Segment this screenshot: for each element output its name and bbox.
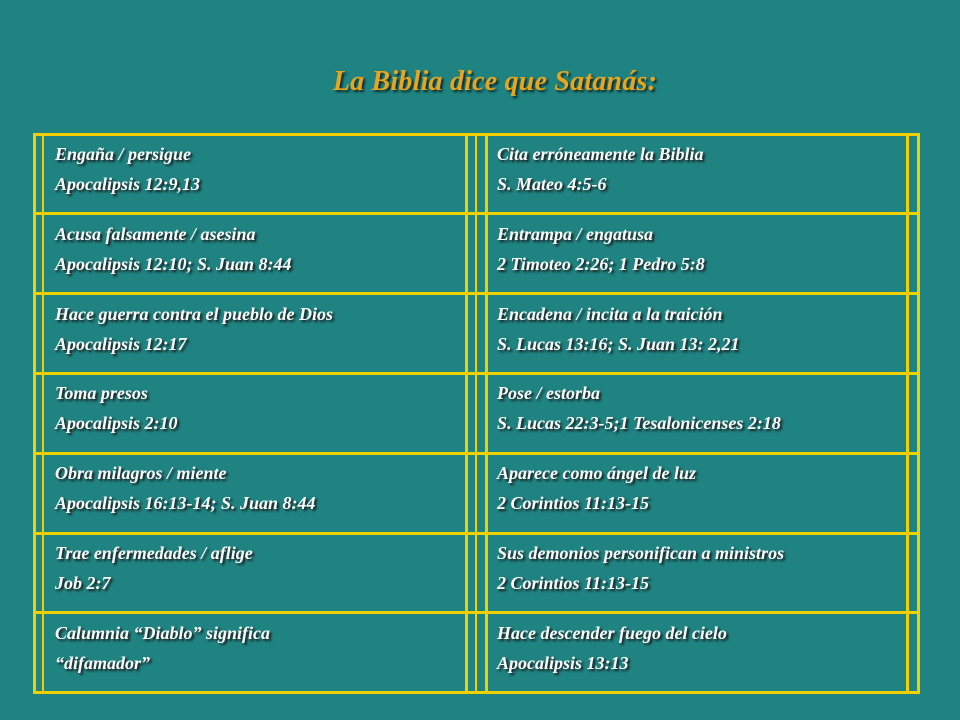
table-cell-right — [497, 219, 705, 279]
cell-description: Cita erróneamente la Biblia — [497, 144, 704, 164]
cell-reference: Apocalipsis 2:10 — [55, 413, 178, 433]
table-border-left-outer — [33, 133, 36, 694]
table-cell-left — [55, 378, 178, 438]
cell-description: Aparece como ángel de luz — [497, 463, 696, 483]
cell-description: Sus demonios personifican a ministros — [497, 543, 785, 563]
table-rule-top — [33, 133, 920, 136]
cell-description: Encadena / incita a la traición — [497, 304, 723, 324]
cell-reference: “difamador” — [55, 653, 151, 673]
table-divider-mid — [475, 133, 477, 694]
table-cell-right — [497, 618, 727, 678]
table-rule — [33, 212, 920, 215]
table-cell-right — [497, 538, 784, 598]
cell-reference: Apocalipsis 13:13 — [497, 653, 629, 673]
table-cell-right — [497, 139, 704, 199]
cell-reference: Job 2:7 — [55, 573, 111, 593]
table-rule — [33, 292, 920, 295]
cell-description: Hace guerra contra el pueblo de Dios — [55, 304, 333, 324]
table-cell-left — [55, 299, 333, 359]
cell-reference: 2 Corintios 11:13-15 — [497, 573, 650, 593]
table-rule — [33, 532, 920, 535]
cell-reference: S. Mateo 4:5-6 — [497, 174, 607, 194]
table-border-left-inner — [42, 133, 44, 694]
cell-description: Acusa falsamente / asesina — [55, 224, 256, 244]
cell-description: Hace descender fuego del cielo — [497, 623, 727, 643]
table-cell-left — [55, 538, 253, 598]
cell-description: Calumnia “Diablo” significa — [55, 623, 271, 643]
table-divider-right — [485, 133, 488, 694]
cell-description: Obra milagros / miente — [55, 463, 227, 483]
table-rule — [33, 611, 920, 614]
cell-reference: 2 Timoteo 2:26; 1 Pedro 5:8 — [497, 254, 705, 274]
cell-description: Engaña / persigue — [55, 144, 192, 164]
table-border-right-inner — [906, 133, 909, 694]
table-cell-right — [497, 458, 696, 518]
table-cell-left — [55, 458, 316, 518]
table-border-right-outer — [917, 133, 920, 694]
cell-reference: S. Lucas 22:3-5;1 Tesalonicenses 2:18 — [497, 413, 781, 433]
cell-description: Toma presos — [55, 383, 148, 403]
cell-reference: Apocalipsis 12:9,13 — [55, 174, 201, 194]
table-cell-left — [55, 139, 200, 199]
cell-reference: Apocalipsis 16:13-14; S. Juan 8:44 — [55, 493, 316, 513]
table-cell-right — [497, 299, 740, 359]
cell-description: Pose / estorba — [497, 383, 600, 403]
cell-reference: 2 Corintios 11:13-15 — [497, 493, 650, 513]
table-rule-bottom — [33, 691, 920, 694]
cell-description: Entrampa / engatusa — [497, 224, 654, 244]
table-cell-right — [497, 378, 781, 438]
cell-description: Trae enfermedades / aflige — [55, 543, 253, 563]
table-rule — [33, 372, 920, 375]
table-cell-left — [55, 219, 292, 279]
cell-reference: Apocalipsis 12:17 — [55, 334, 187, 354]
cell-reference: S. Lucas 13:16; S. Juan 13: 2,21 — [497, 334, 740, 354]
table-cell-left — [55, 618, 270, 678]
table-divider-left — [465, 133, 468, 694]
slide-title: La Biblia dice que Satanás: — [332, 66, 658, 97]
table-rule — [33, 452, 920, 455]
cell-reference: Apocalipsis 12:10; S. Juan 8:44 — [55, 254, 292, 274]
